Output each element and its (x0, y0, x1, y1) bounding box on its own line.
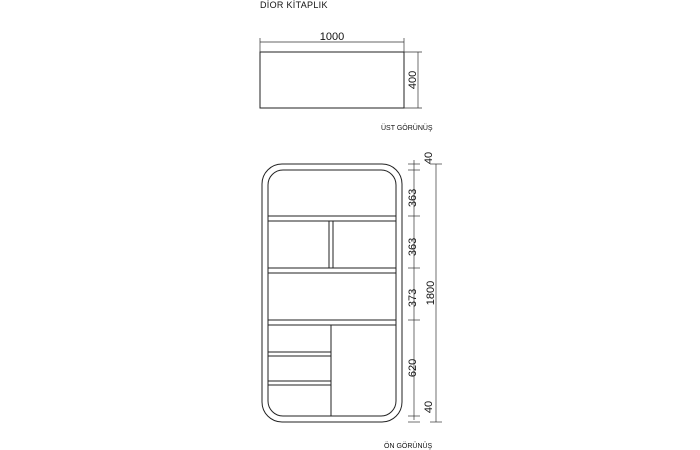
segment-shelf1-label: 363 (407, 188, 419, 208)
divider-vertical-upper (329, 221, 333, 268)
shelf-3 (268, 320, 396, 325)
segment-shelf3-label: 373 (407, 288, 419, 308)
top-view-caption: ÜST GÖRÜNÜŞ (381, 125, 433, 132)
segment-top-board-label: 40 (423, 151, 435, 165)
depth-label: 400 (407, 70, 419, 90)
drawing-title: DİOR KİTAPLIK (260, 0, 328, 10)
front-view (262, 152, 442, 450)
drawer-panel-2 (268, 381, 331, 385)
width-label: 1000 (319, 31, 345, 43)
front-view-caption: ÖN GÖRÜNÜŞ (384, 443, 433, 450)
shelf-1 (268, 216, 396, 221)
top-view-outline (260, 52, 404, 108)
total-height-label: 1800 (425, 280, 437, 306)
shelf-2 (268, 268, 396, 273)
drawer-panel-1 (268, 352, 331, 356)
segment-bottom-board-label: 40 (423, 400, 435, 414)
top-view (260, 31, 433, 132)
inner-frame (268, 170, 396, 416)
segment-shelf2-label: 363 (407, 237, 419, 257)
segment-bottom-section-label: 620 (407, 358, 419, 378)
outer-frame (262, 164, 402, 422)
